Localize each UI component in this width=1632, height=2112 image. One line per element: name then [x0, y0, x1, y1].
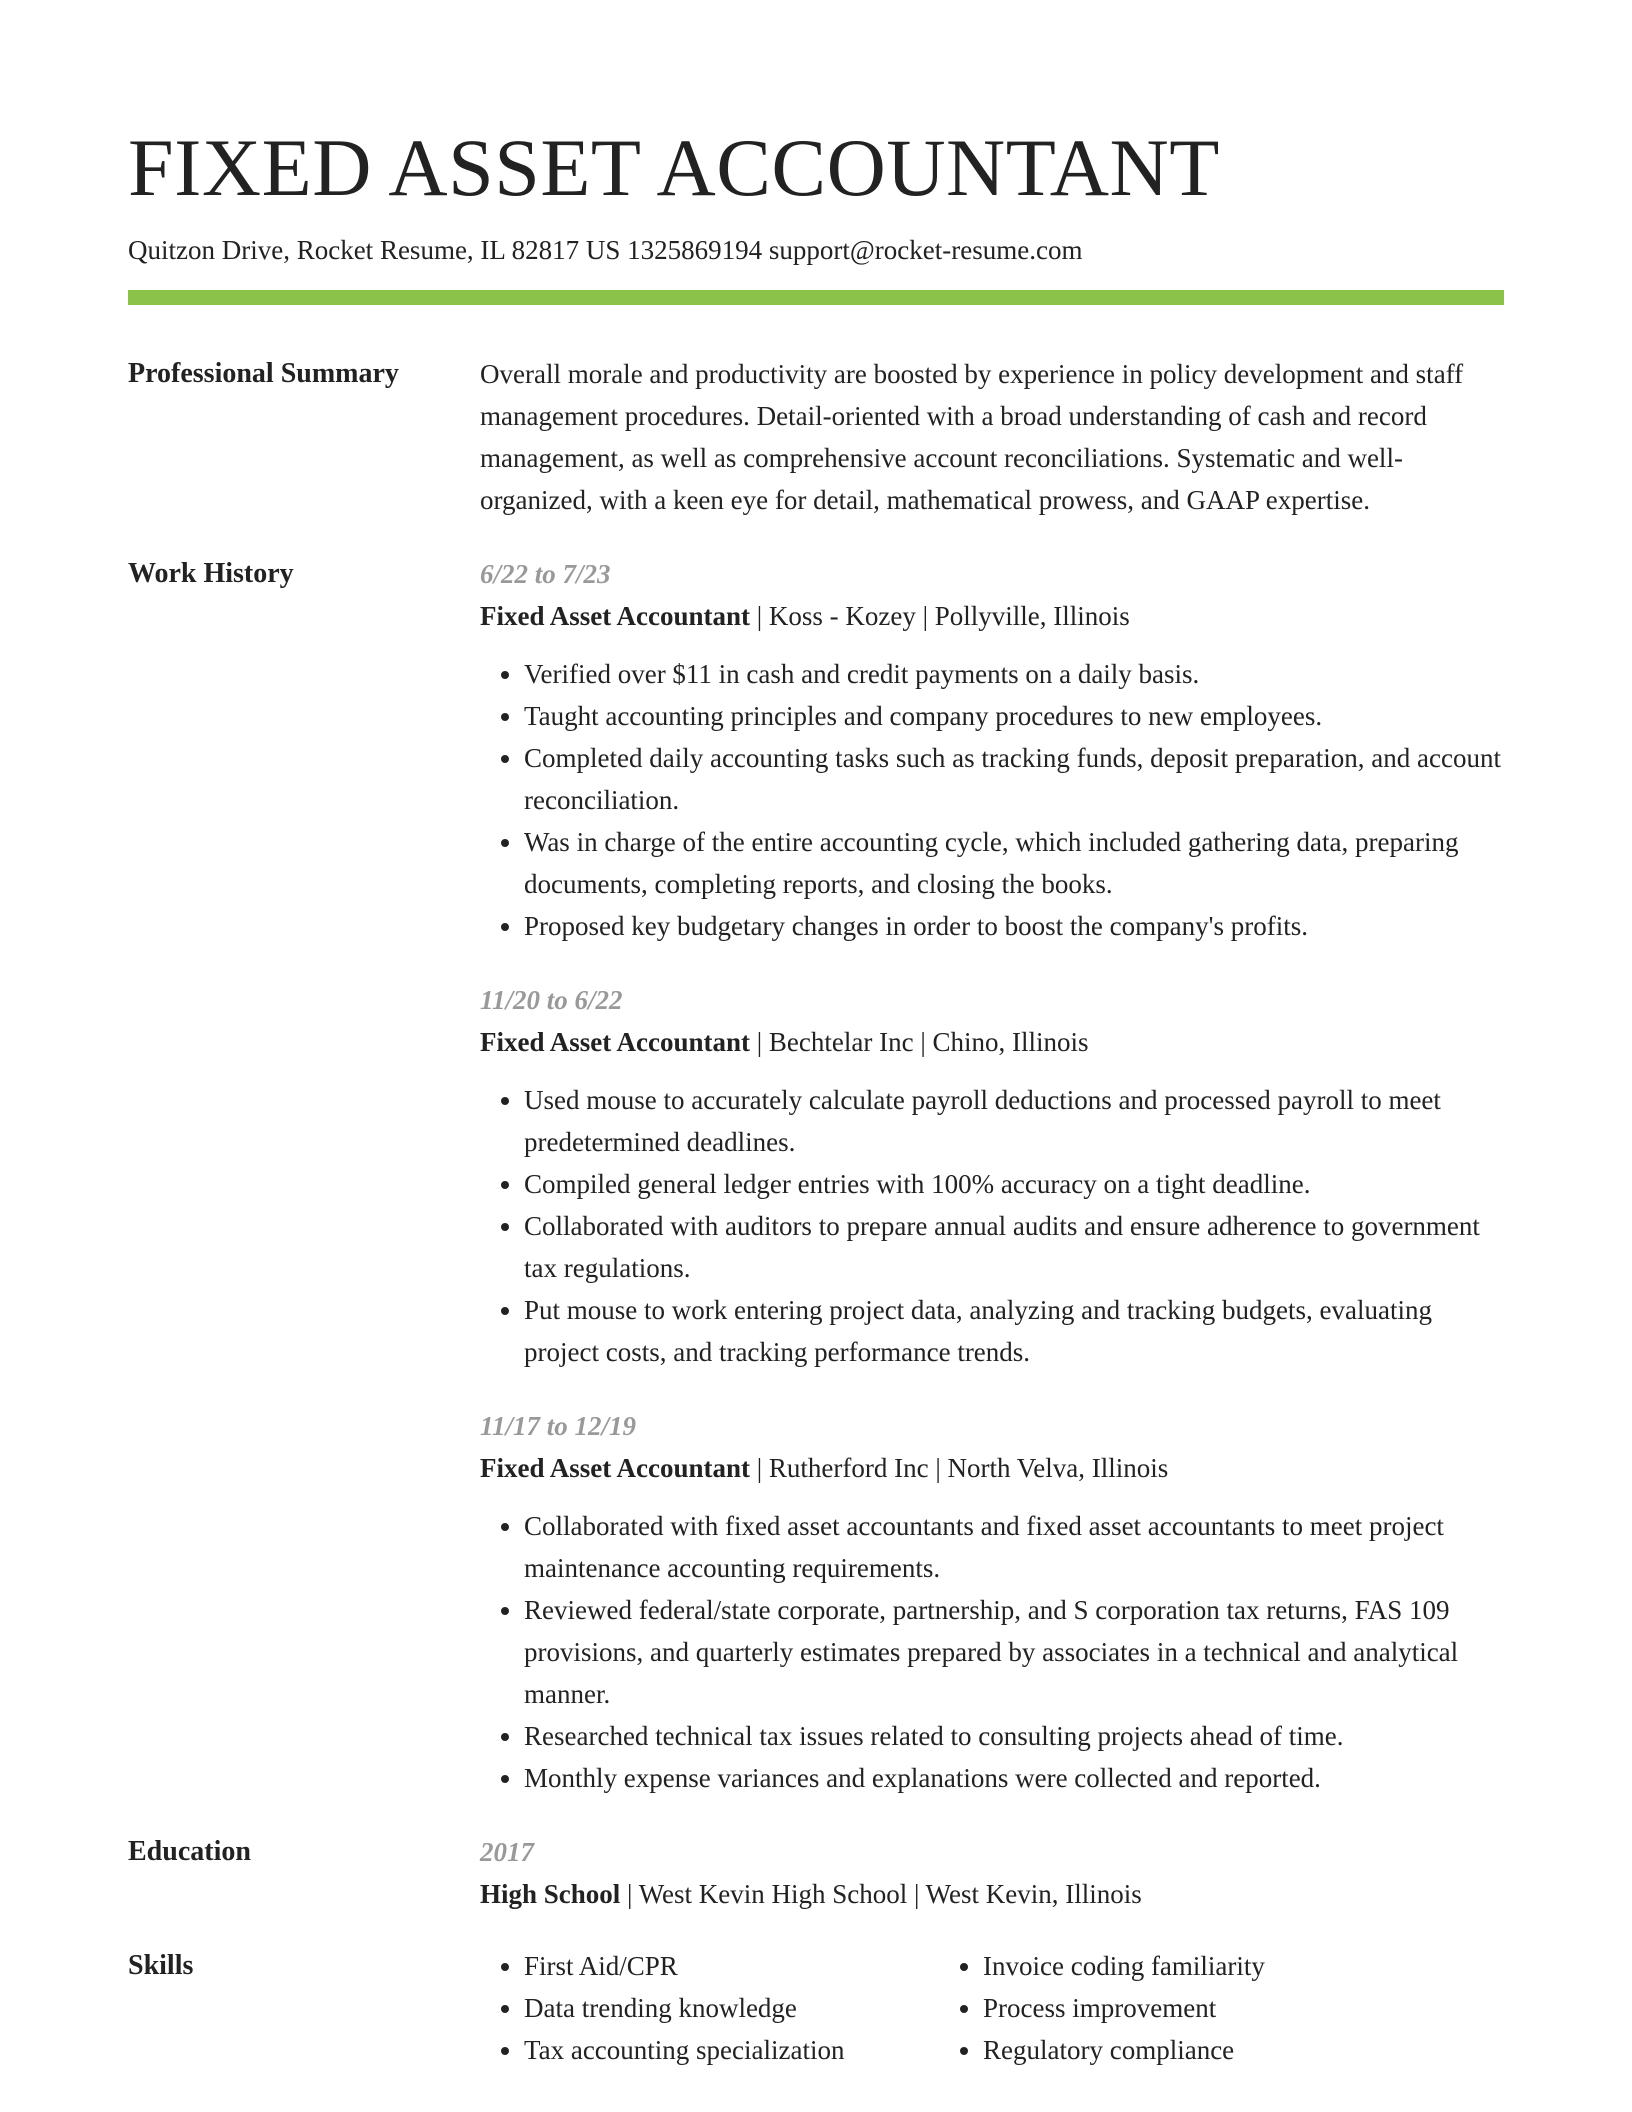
section-label-education: Education — [128, 1836, 251, 1867]
education-entries — [480, 1831, 1504, 1915]
skills-column-right — [939, 1945, 1398, 2071]
education-degree: High School — [480, 1879, 621, 1909]
job-dates: 6/22 to 7/23 — [480, 559, 611, 589]
section-label-summary: Professional Summary — [128, 358, 399, 389]
job-bullet: • Monthly expense variances and explanations were collected and reported. — [524, 1757, 1504, 1799]
contact-address: Quitzon Drive, Rocket Resume, IL 82817 US — [128, 235, 621, 265]
section-professional-summary — [128, 353, 1504, 521]
contact-phone: 1325869194 — [627, 235, 763, 265]
section-work-history — [128, 553, 1504, 1799]
job-title: Fixed Asset Accountant — [480, 1027, 750, 1057]
job-details: | Rutherford Inc | North Velva, Illinois — [750, 1453, 1169, 1483]
job-bullet: • Proposed key budgetary changes in order to boost the company's profits. — [524, 905, 1504, 947]
job-bullet: • Taught accounting principles and company procedures to new employees. — [524, 695, 1504, 737]
job-bullet: • Completed daily accounting tasks such as tracking funds, deposit preparation, and account reconciliation. — [524, 737, 1504, 821]
job-entry — [480, 979, 1504, 1373]
job-entry — [480, 553, 1504, 947]
job-bullet: • Compiled general ledger entries with 100% accuracy on a tight deadline. — [524, 1163, 1504, 1205]
job-bullet: • Verified over $11 in cash and credit payments on a daily basis. — [524, 653, 1504, 695]
job-bullets — [480, 653, 1504, 947]
job-entry — [480, 1405, 1504, 1799]
section-label-skills: Skills — [128, 1950, 194, 1981]
education-dates: 2017 — [480, 1837, 534, 1867]
skill-item: • Process improvement — [983, 1987, 1398, 2029]
job-title: Fixed Asset Accountant — [480, 1453, 750, 1483]
job-role-line — [480, 595, 1504, 637]
job-bullet: • Collaborated with auditors to prepare annual audits and ensure adherence to government tax regulations. — [524, 1205, 1504, 1289]
skill-item: • Tax accounting specialization — [524, 2029, 939, 2071]
job-bullet: • Used mouse to accurately calculate payroll deductions and processed payroll to meet predetermined deadlines. — [524, 1079, 1504, 1163]
section-label-work: Work History — [128, 558, 294, 589]
header-divider — [128, 290, 1504, 305]
job-bullet: • Collaborated with fixed asset accountants and fixed asset accountants to meet project maintenance accounting requirements. — [524, 1505, 1504, 1589]
job-dates: 11/20 to 6/22 — [480, 985, 623, 1015]
summary-text: Overall morale and productivity are boosted by experience in policy development and staff management procedures. Detail-oriented with a broad understanding of cash and record management, as well as comprehensive account reconciliations. Systematic and well-organized, with a keen eye for detail, mathematical prowess, and GAAP expertise. — [480, 359, 1464, 515]
job-title: Fixed Asset Accountant — [480, 601, 750, 631]
resume-title: FIXED ASSET ACCOUNTANT — [128, 122, 1220, 213]
skills-grid — [480, 1945, 1504, 2071]
job-dates: 11/17 to 12/19 — [480, 1411, 637, 1441]
education-line — [480, 1873, 1504, 1915]
job-bullets — [480, 1079, 1504, 1373]
job-role-line — [480, 1021, 1504, 1063]
job-bullet: • Was in charge of the entire accounting cycle, which included gathering data, preparing documents, completing reports, and closing the books. — [524, 821, 1504, 905]
job-bullets — [480, 1505, 1504, 1799]
skill-item: • Data trending knowledge — [524, 1987, 939, 2029]
skills-column-left — [480, 1945, 939, 2071]
contact-email[interactable]: support@rocket-resume.com — [768, 235, 1083, 265]
section-skills — [128, 1945, 1504, 2071]
job-bullet: • Put mouse to work entering project data, analyzing and tracking budgets, evaluating project costs, and tracking performance trends. — [524, 1289, 1504, 1373]
skill-item: • Invoice coding familiarity — [983, 1945, 1398, 1987]
job-bullet: • Researched technical tax issues related to consulting projects ahead of time. — [524, 1715, 1504, 1757]
job-bullet: • Reviewed federal/state corporate, partnership, and S corporation tax returns, FAS 109 provisions, and quarterly estimates prepared by associates in a technical and analytical manner. — [524, 1589, 1504, 1715]
skill-item: • Regulatory compliance — [983, 2029, 1398, 2071]
job-details: | Bechtelar Inc | Chino, Illinois — [750, 1027, 1089, 1057]
contact-line — [128, 232, 1504, 268]
work-entries — [480, 553, 1504, 1799]
education-details: | West Kevin High School | West Kevin, Illinois — [620, 1879, 1142, 1909]
skill-item: • First Aid/CPR — [524, 1945, 939, 1987]
job-details: | Koss - Kozey | Pollyville, Illinois — [750, 601, 1130, 631]
job-role-line — [480, 1447, 1504, 1489]
section-education — [128, 1831, 1504, 1915]
